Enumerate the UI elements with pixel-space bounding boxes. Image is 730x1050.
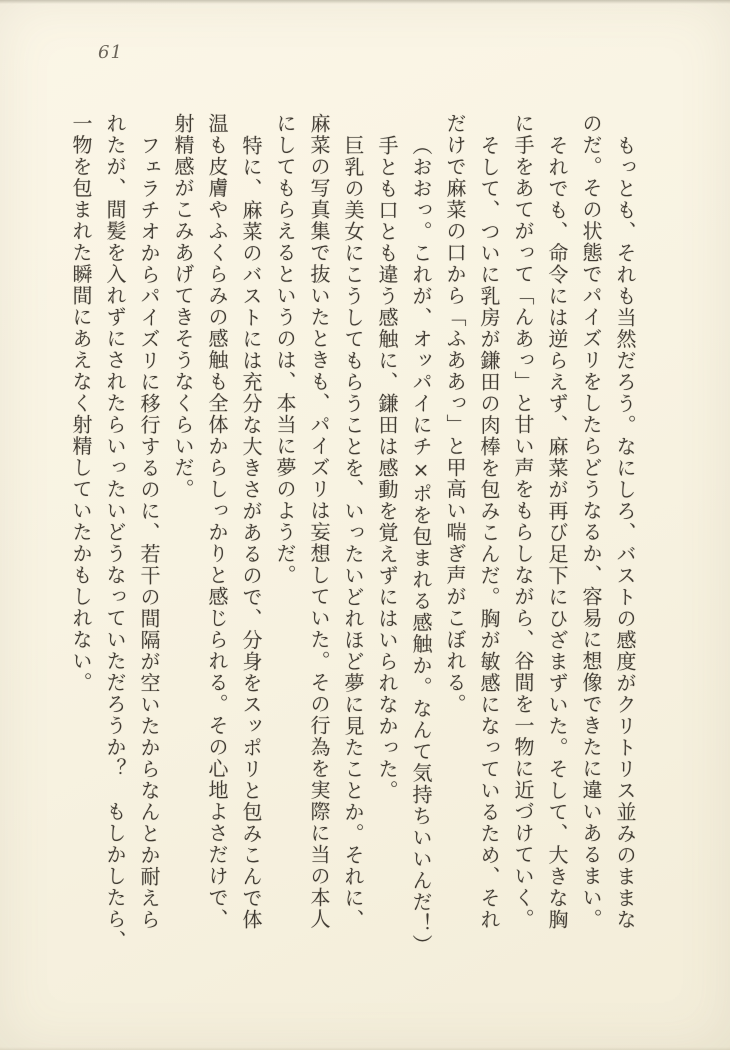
text-line: のだ。その状態でパイズリをしたらどうなるか、容易に想像できたに違いあるまい。: [579, 113, 603, 930]
text-line: そして、ついに乳房が鎌田の肉棒を包みこんだ。胸が敏感になっているため、それ: [477, 134, 501, 930]
text-line: 射精感がこみあげてきそうなくらいだ。: [171, 113, 195, 500]
text-line: それでも、命令には逆らえず、麻菜が再び足下にひざまずいた。そして、大きな胸: [545, 134, 569, 930]
text-line: 巨乳の美女にこうしてもらうことを、いったいどれほど夢に見たことか。それに、: [341, 134, 365, 930]
page-number: 61: [98, 42, 123, 63]
text-block: [64, 113, 642, 958]
text-line: にしてもらえるというのは、本当に夢のようだ。: [273, 113, 297, 586]
text-line: 温も皮膚やふくらみの感触も全体からしっかりと感じられる。その心地よさだけで、: [205, 113, 229, 930]
text-line: に手をあてがって「んあっ」と甘い声をもらしながら、谷間を一物に近づけていく。: [511, 113, 535, 930]
text-line: フェラチオからパイズリに移行するのに、若干の間隔が空いたからなんとか耐えら: [137, 134, 161, 930]
text-line: もっとも、それも当然だろう。なにしろ、バストの感度がクリトリス並みのままな: [613, 134, 637, 930]
text-line: （おおっ。これが、オッパイにチ×ポを包まれる感触か。なんて気持ちいいんだ！）: [409, 134, 433, 956]
text-line: れたが、間髪を入れずにされたらいったいどうなっていただろうか？ もしかしたら、: [103, 113, 127, 952]
text-line: 手とも口とも違う感触に、鎌田は感動を覚えずにはいられなかった。: [375, 134, 399, 801]
text-line: 麻菜の写真集で抜いたときも、パイズリは妄想していた。その行為を実際に当の本人: [307, 113, 331, 930]
text-line: だけで麻菜の口から「ふああっ」と甲高い喘ぎ声がこぼれる。: [443, 113, 467, 715]
text-line: 一物を包まれた瞬間にあえなく射精していたかもしれない。: [69, 113, 93, 694]
text-line: 特に、麻菜のバストには充分な大きさがあるので、分身をスッポリと包みこんで体: [239, 134, 263, 930]
